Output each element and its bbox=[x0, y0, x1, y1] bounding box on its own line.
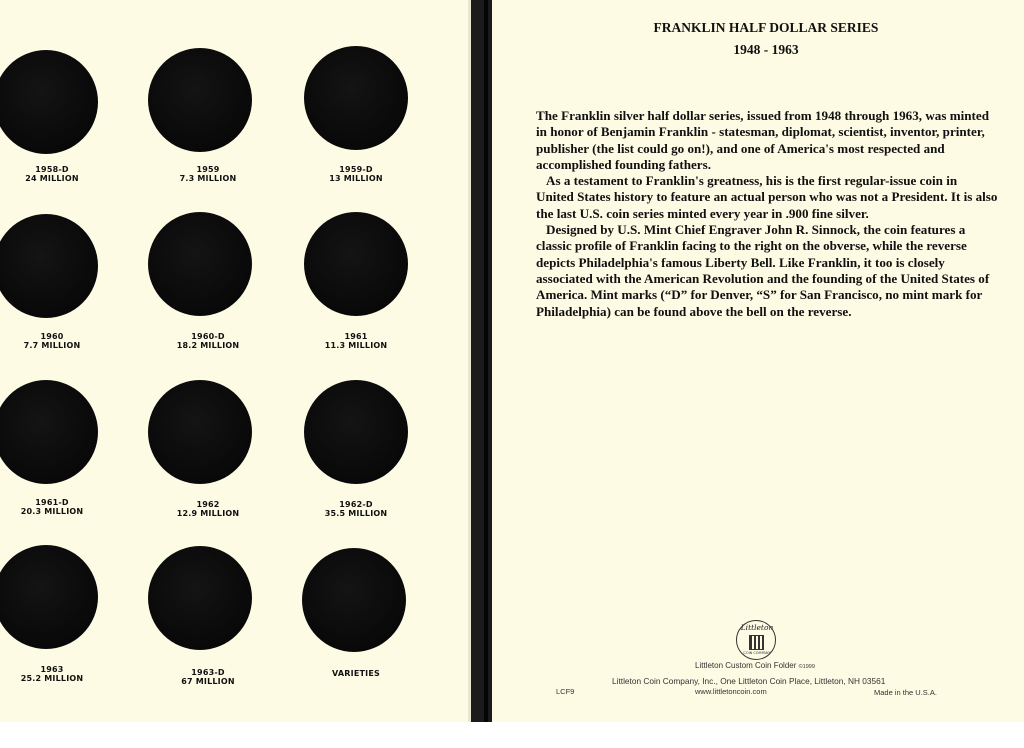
made-in-usa: Made in the U.S.A. bbox=[874, 688, 937, 697]
paragraph-1: The Franklin silver half dollar series, issued from 1948 through 1963, was minted in honor of Benjamin Franklin - statesman, diplomat, scientist, inventor, printer, publisher (the list could go on!), and one of America's most respected and accomplished founding fathers. bbox=[536, 108, 989, 172]
coin-slot-1963[interactable] bbox=[0, 545, 98, 649]
left-page bbox=[0, 0, 468, 722]
coin-slot-1961[interactable] bbox=[304, 212, 408, 316]
folder-name: Littleton Custom Coin Folder ©1999 bbox=[695, 661, 815, 670]
company-address: Littleton Coin Company, Inc., One Littleton Coin Place, Littleton, NH 03561 bbox=[612, 676, 886, 686]
page-title: FRANKLIN HALF DOLLAR SERIES bbox=[653, 20, 879, 35]
bottom-margin bbox=[0, 722, 1024, 748]
coin-slot-1960-d[interactable] bbox=[148, 212, 252, 316]
coin-slot-1959[interactable] bbox=[148, 48, 252, 152]
coin-label-1961-d: 1961-D 20.3 MILLION bbox=[20, 498, 84, 516]
description-text bbox=[536, 108, 998, 320]
coin-label-1961: 1961 11.3 MILLION bbox=[324, 332, 388, 350]
website-url[interactable]: www.littletoncoin.com bbox=[695, 687, 767, 696]
coin-slot-1958-d[interactable] bbox=[0, 50, 98, 154]
coin-label-1962-d: 1962-D 35.5 MILLION bbox=[324, 500, 388, 518]
coin-label-1958-d: 1958-D 24 MILLION bbox=[25, 165, 79, 183]
coin-label-1960-d: 1960-D 18.2 MILLION bbox=[176, 332, 240, 350]
right-page bbox=[492, 0, 1024, 722]
paragraph-3: Designed by U.S. Mint Chief Engraver John R. Sinnock, the coin features a classic profile of Franklin facing to the right on the obverse, while the reverse depicts Philadelphia's famous Liberty Bell. Like Franklin, it too is closely associated with the American Revolution and the founding of the United States of America. Mint marks (“D” for Denver, “S” for San Francisco, no mint mark for Philadelphia) can be found above the bell on the reverse. bbox=[536, 222, 990, 319]
logo-building-icon bbox=[749, 635, 764, 650]
coin-label-1960: 1960 7.7 MILLION bbox=[23, 332, 81, 350]
coin-label-1963: 1963 25.2 MILLION bbox=[20, 665, 84, 683]
folder-binding bbox=[468, 0, 492, 722]
coin-label-1962: 1962 12.9 MILLION bbox=[176, 500, 240, 518]
coin-slot-varieties[interactable] bbox=[302, 548, 406, 652]
coin-slot-1959-d[interactable] bbox=[304, 46, 408, 150]
coin-label-1959-d: 1959-D 13 MILLION bbox=[329, 165, 383, 183]
coin-slot-1963-d[interactable] bbox=[148, 546, 252, 650]
product-code: LCF9 bbox=[556, 687, 575, 696]
coin-slot-1961-d[interactable] bbox=[0, 380, 98, 484]
coin-slot-1960[interactable] bbox=[0, 214, 98, 318]
coin-label-1963-d: 1963-D 67 MILLION bbox=[181, 668, 235, 686]
coin-slot-1962-d[interactable] bbox=[304, 380, 408, 484]
copyright: ©1999 bbox=[798, 664, 815, 670]
paragraph-2: As a testament to Franklin's greatness, his is the first regular-issue coin in United States history to feature an actual person who was not a President. It is also the last U.S. coin series minted every year in .900 fine silver. bbox=[536, 173, 998, 221]
littleton-logo-icon bbox=[736, 620, 776, 660]
coin-label-1959: 1959 7.3 MILLION bbox=[179, 165, 237, 183]
year-range: 1948 - 1963 bbox=[733, 42, 799, 57]
logo-script-text: Littleton bbox=[740, 623, 774, 632]
coin-label-varieties: VARIETIES bbox=[332, 669, 380, 678]
logo-subtext: COIN COMPANY bbox=[743, 651, 771, 655]
binding-spine-line bbox=[484, 0, 488, 722]
coin-slot-1962[interactable] bbox=[148, 380, 252, 484]
